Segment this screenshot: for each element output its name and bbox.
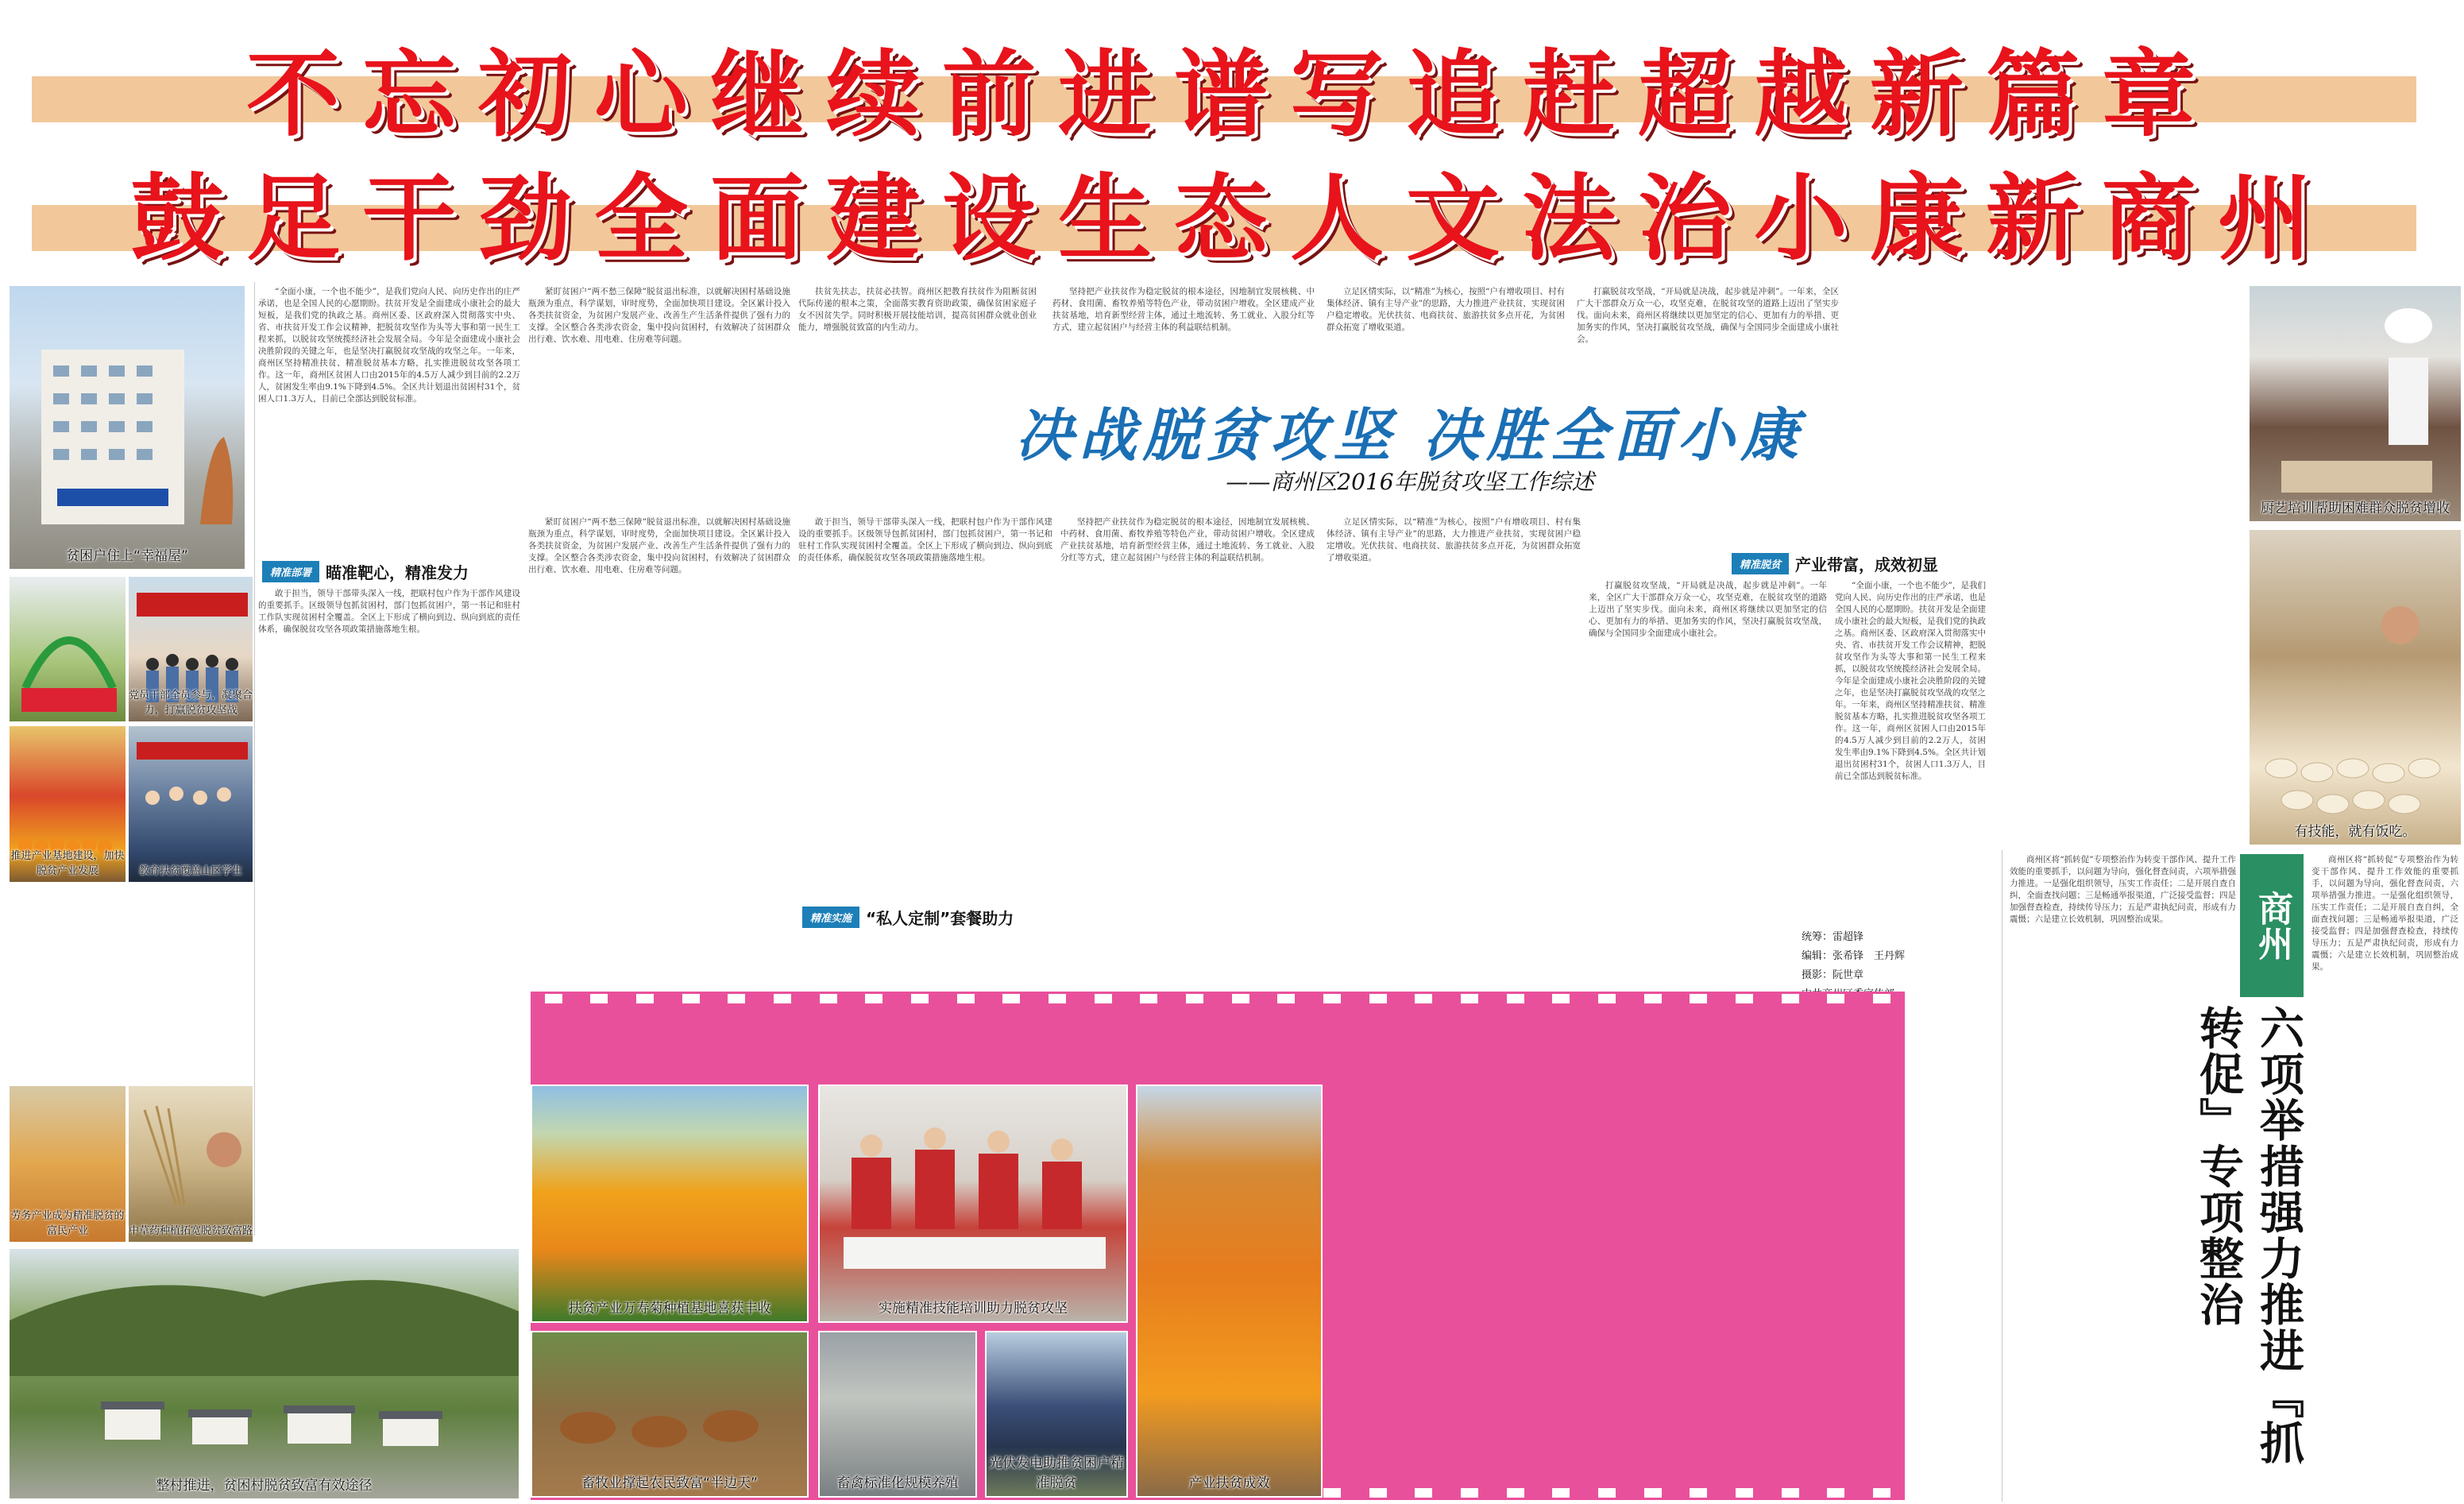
caption-persimmon: 产业扶贫成效 xyxy=(1188,1475,1270,1491)
article-paragraph: 敢于担当，领导干部带头深入一线，把联村包户作为干部作风建设的重要抓手。区级领导包抓贫困村，部门包抓贫困户，第一书记和驻村工作队实现贫困村全覆盖。全区上下形成了横向到边、纵向到底的责任体系，确保脱贫攻坚各项政策措施落地生根。 xyxy=(258,589,520,634)
article-column-11 xyxy=(1589,580,1827,922)
article-column-10 xyxy=(1327,516,1581,922)
photo-party-meeting xyxy=(127,575,254,723)
caption-training: 实施精准技能培训助力脱贫攻坚 xyxy=(879,1301,1068,1316)
caption-marigold: 扶贫产业万寿菊种植基地喜获丰收 xyxy=(568,1301,771,1316)
divider-left xyxy=(254,282,255,1235)
article-paragraph: “全面小康，一个也不能少”，是我们党向人民、向历史作出的庄严承诺，也是全国人民的心愿期盼。扶贫开发是全面建成小康社会的最大短板，是我们党的执政之基。商州区委、区政府深入贯彻落实中央、省、市扶贫开发工作会议精神，把脱贫攻坚作为头等大事和第一民生工程来抓，以脱贫攻坚统揽经济社会发展全局。今年是全面建成小康社会决胜阶段的关键之年，也是坚决打赢脱贫攻坚战的攻坚之年。一年来，商州区坚持精准扶贫、精准脱贫基本方略，扎实推进脱贫攻坚各项工作。这一年，商州区贫困人口由2015年的4.5万人减少到目前的2.2万人，贫困发生率由9.1%下降到4.5%。全区共计划退出贫困村31个，贫困人口1.3万人，目前已全部达到脱贫标准。 xyxy=(1835,581,1986,781)
caption-chicken: 畜禽标准化规模养殖 xyxy=(836,1475,959,1491)
section-heading-precision-deploy xyxy=(262,560,469,583)
article-column-2 xyxy=(528,286,790,389)
article-paragraph: “全面小康，一个也不能少”，是我们党向人民、向历史作出的庄严承诺，也是全国人民的心愿期盼。扶贫开发是全面建成小康社会的最大短板，是我们党的执政之基。商州区委、区政府深入贯彻落实中央、省、市扶贫开发工作会议精神，把脱贫攻坚作为头等大事和第一民生工程来抓，以脱贫攻坚统揽经济社会发展全局。今年是全面建成小康社会决胜阶段的关键之年，也是坚决打赢脱贫攻坚战的攻坚之年。一年来，商州区坚持精准扶贫、精准脱贫基本方略，扎实推进脱贫攻坚各项工作。这一年，商州区贫困人口由2015年的4.5万人减少到目前的2.2万人，贫困发生率由9.1%下降到4.5%。全区共计划退出贫困村31个，贫困人口1.3万人，目前已全部达到脱贫标准。 xyxy=(258,287,520,404)
credit-line: 摄影：阮世章 xyxy=(1802,969,1864,981)
caption-industry: 推进产业基地建设，加快脱贫产业发展 xyxy=(10,850,125,877)
photo-relocation-housing xyxy=(8,284,246,570)
photo-labor-industry xyxy=(8,1085,127,1243)
buns-illustration xyxy=(2250,530,2462,846)
students-illustration xyxy=(129,726,254,883)
caption-work: 有技能，就有饭吃。 xyxy=(2294,824,2416,840)
caption-party: 党员干部全员参与，凝聚合力，打赢脱贫攻坚战 xyxy=(129,690,253,717)
feature-title: 决战脱贫攻坚 决胜全面小康 xyxy=(1015,402,1805,469)
chef-illustration xyxy=(2250,286,2462,523)
sidebar-headline: 六项举措强力推进『抓转促』专项整治 xyxy=(2192,1005,2304,1466)
headline-line-2: 鼓足干劲全面建设生态人文法治小康新商州 xyxy=(129,164,2334,273)
trainees-illustration xyxy=(820,1086,1128,1323)
article-paragraph: 紧盯贫困户“两不愁三保障”脱贫退出标准，以就解决困村基础设施瓶颈为重点，科学谋划，审时度势，全面加快项目建设。全区累计投入各类扶贫资金，为贫困户发展产业、改善生产生活条件提供了强有力的支撑。全区整合各类涉农资金，集中投向贫困村，有效解决了贫困群众出行难、饮水难、用电难、住房难等问题。 xyxy=(528,517,790,574)
apartment-building-illustration xyxy=(10,286,246,570)
sidebar-paragraph: 商州区将“抓转促”专项整治作为转变干部作风、提升工作效能的重要抓手，以问题为导向，强化督查问责，六项举措强力推进。一是强化组织领导，压实工作责任；二是开展自查自纠，全面查找问题；三是畅通举报渠道，广泛接受监督；四是加强督查检查，持续传导压力；五是严肃执纪问责，形成有力震慑；六是建立长效机制，巩固整治成果。 xyxy=(2311,855,2458,972)
photo-education xyxy=(127,725,254,883)
article-column-8 xyxy=(798,516,1052,898)
sidebar-paragraph: 商州区将“抓转促”专项整治作为转变干部作风、提升工作效能的重要抓手，以问题为导向，强化督查问责，六项举措强力推进。一是强化组织领导，压实工作责任；二是开展自查自纠，全面查找问题；三是畅通举报渠道，广泛接受监督；四是加强督查检查，持续传导压力；五是严肃执纪问责，形成有力震慑；六是建立长效机制，巩固整治成果。 xyxy=(2010,855,2236,924)
caption-relocation: 贫困户住上“幸福屋” xyxy=(66,548,188,564)
article-paragraph: 敢于担当，领导干部带头深入一线，把联村包户作为干部作风建设的重要抓手。区级领导包抓贫困村，部门包抓贫困户，第一书记和驻村工作队实现贫困村全覆盖。全区上下形成了横向到边、纵向到底的责任体系，确保脱贫攻坚各项政策措施落地生根。 xyxy=(798,517,1052,563)
article-column-9 xyxy=(1060,516,1315,977)
party-arch-illustration xyxy=(10,577,127,723)
article-paragraph: 坚持把产业扶贫作为稳定脱贫的根本途径，因地制宜发展核桃、中药材、食用菌、畜牧养殖等特色产业，带动贫困户增收。全区建成产业扶贫基地，培育新型经营主体，通过土地流转、务工就业、入股分红等方式，建立起贫困户与经营主体的利益联结机制。 xyxy=(1052,287,1315,332)
headline-banner xyxy=(0,0,2464,278)
photo-cooking-training xyxy=(2248,284,2462,523)
feature-subtitle: ——商州区2016年脱贫攻坚工作综述 xyxy=(1226,469,1594,495)
photo-industry-base xyxy=(8,725,127,883)
article-paragraph: 坚持把产业扶贫作为稳定脱贫的根本途径，因地制宜发展核桃、中药材、食用菌、畜牧养殖等特色产业，带动贫困户增收。全区建成产业扶贫基地，培育新型经营主体，通过土地流转、务工就业、入股分红等方式，建立起贫困户与经营主体的利益联结机制。 xyxy=(1060,517,1315,563)
credit-line: 统筹：雷超锋 xyxy=(1802,931,1864,943)
photo-herbs xyxy=(127,1085,254,1243)
photo-marigold-field xyxy=(531,1085,809,1323)
photo-steamed-buns xyxy=(2248,528,2462,846)
article-column-1b xyxy=(258,588,520,1081)
section-label: 精准脱贫 xyxy=(1732,553,1789,574)
article-paragraph: 立足区情实际，以“精准”为核心，按照“户有增收项目、村有集体经济、镇有主导产业”的思路，大力推进产业扶贫，实现贫困户稳定增收。光伏扶贫、电商扶贫、旅游扶贫多点开花，为贫困群众拓宽了增收渠道。 xyxy=(1327,287,1565,332)
sidebar-column-2 xyxy=(2311,854,2458,1502)
article-paragraph: 打赢脱贫攻坚战，“开局就是决战，起步就是冲刺”。一年来，全区广大干部群众万众一心，攻坚克难，在脱贫攻坚的道路上迈出了坚实步伐。面向未来，商州区将继续以更加坚定的信心、更加有力的举措、更加务实的作风，坚决打赢脱贫攻坚战，确保与全国同步全面建成小康社会。 xyxy=(1577,287,1839,344)
photo-skill-training xyxy=(818,1085,1128,1323)
article-column-5 xyxy=(1327,286,1565,389)
article-column-4 xyxy=(1052,286,1315,389)
section-heading-precision-implement xyxy=(802,906,1014,929)
article-paragraph: 立足区情实际，以“精准”为核心，按照“户有增收项目、村有集体经济、镇有主导产业”的思路，大力推进产业扶贫，实现贫困户稳定增收。光伏扶贫、电商扶贫、旅游扶贫多点开花，为贫困群众拓宽了增收渠道。 xyxy=(1327,517,1581,563)
article-column-7 xyxy=(528,516,790,977)
photo-persimmon xyxy=(1136,1085,1323,1498)
photo-party-cadres xyxy=(8,575,127,723)
caption-education: 教育扶贫覆盖山区学生 xyxy=(138,865,242,877)
caption-labor: 劳务产业成为精准脱贫的富民产业 xyxy=(10,1210,125,1237)
section-heading: 产业带富，成效初显 xyxy=(1795,555,1939,574)
caption-village: 整村推进，贫困村脱贫致富有效途径 xyxy=(156,1478,373,1494)
section-heading: “私人定制”套餐助力 xyxy=(866,909,1014,928)
article-paragraph: 紧盯贫困户“两不愁三保障”脱贫退出标准，以就解决困村基础设施瓶颈为重点，科学谋划，审时度势，全面加快项目建设。全区累计投入各类扶贫资金，为贫困户发展产业、改善生产生活条件提供了强有力的支撑。全区整合各类涉农资金，集中投向贫困村，有效解决了贫困群众出行难、饮水难、用电难、住房难等问题。 xyxy=(528,287,790,344)
photo-solar xyxy=(985,1331,1128,1498)
sidebar-badge: 商州 xyxy=(2240,854,2304,997)
photo-chicken-farm xyxy=(818,1331,977,1498)
caption-solar: 光伏发电助推贫困户精准脱贫 xyxy=(989,1456,1124,1491)
caption-cooking: 厨艺培训帮助困难群众脱贫增收 xyxy=(2261,501,2450,516)
film-holes-top xyxy=(531,992,1905,1006)
article-paragraph: 扶贫先扶志，扶贫必扶智。商州区把教育扶贫作为阻断贫困代际传递的根本之策，全面落实教育资助政策，确保贫困家庭子女不因贫失学。同时积极开展技能培训，提高贫困群众就业创业能力，增强脱贫致富的内生动力。 xyxy=(798,287,1037,332)
article-column-1 xyxy=(258,286,520,556)
section-heading: 瞄准靶心，精准发力 xyxy=(326,563,469,582)
section-label: 精准实施 xyxy=(802,907,859,928)
headline-line-1: 不忘初心继续前进谱写追赶超越新篇章 xyxy=(245,40,2218,149)
herb-bundle-illustration xyxy=(129,1086,254,1243)
caption-herbs: 中草药种植拓宽脱贫致富路 xyxy=(129,1225,253,1237)
article-paragraph: 打赢脱贫攻坚战，“开局就是决战，起步就是冲刺”。一年来，全区广大干部群众万众一心，攻坚克难，在脱贫攻坚的道路上迈出了坚实步伐。面向未来，商州区将继续以更加坚定的信心、更加有力的举措、更加务实的作风，坚决打赢脱贫攻坚战，确保与全国同步全面建成小康社会。 xyxy=(1589,581,1827,638)
caption-deer: 畜牧业撑起农民致富“半边天” xyxy=(581,1475,758,1491)
article-column-12 xyxy=(1835,580,1986,922)
photo-deer-farm xyxy=(531,1331,809,1498)
section-label: 精准部署 xyxy=(262,561,319,582)
section-heading-precision-poverty xyxy=(1732,552,1938,575)
village-illustration xyxy=(10,1249,520,1500)
article-column-3 xyxy=(798,286,1037,389)
credit-line: 编辑：张希锋 王丹辉 xyxy=(1802,950,1906,962)
photo-village xyxy=(8,1247,520,1500)
